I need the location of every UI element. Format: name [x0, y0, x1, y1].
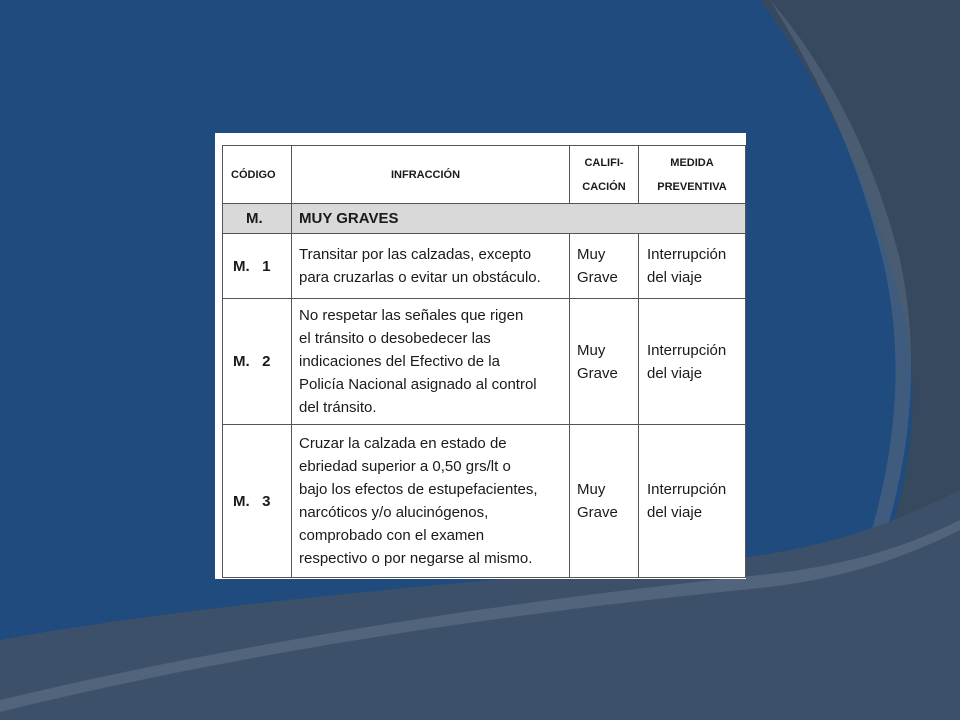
row-code: M. 2 [223, 299, 292, 425]
row-grade [570, 425, 639, 578]
row-infraction [292, 234, 570, 299]
infraction-line: No respetar las señales que rigen [299, 307, 524, 324]
grade-line: Muy [577, 246, 606, 263]
measure-line: Interrupción [647, 481, 727, 498]
header-measure-line1: MEDIDA [670, 156, 714, 169]
infraction-line: Transitar por las calzadas, excepto [299, 246, 532, 263]
measure-line: del viaje [647, 504, 703, 521]
row-grade [570, 299, 639, 425]
header-infraction: INFRACCIÓN [292, 146, 570, 204]
infractions-table [222, 145, 746, 578]
section-code: M. [223, 204, 292, 234]
measure-line: del viaje [647, 364, 703, 382]
header-measure [639, 146, 746, 204]
grade-line: Grave [577, 504, 618, 521]
infraction-line: para cruzarlas o evitar un obstáculo. [299, 269, 541, 286]
infraction-line: ebriedad superior a 0,50 grs/lt o [299, 458, 511, 475]
section-row [223, 204, 746, 234]
table-header-row [223, 146, 746, 204]
infraction-line: respectivo o por negarse al mismo. [299, 550, 533, 567]
table-row [223, 425, 746, 578]
row-grade [570, 234, 639, 299]
measure-line: del viaje [647, 269, 703, 286]
grade-line: Muy [577, 341, 606, 359]
row-measure [639, 425, 746, 578]
table-row [223, 234, 746, 299]
infraction-line: comprobado con el examen [299, 527, 485, 544]
infractions-table-image [215, 133, 746, 579]
row-infraction [292, 425, 570, 578]
header-grade-line1: CALIFI- [584, 156, 624, 169]
row-code: M. 3 [223, 425, 292, 578]
header-measure-line2: PREVENTIVA [657, 180, 727, 193]
infraction-line: bajo los efectos de estupefacientes, [299, 481, 538, 498]
header-code: CÓDIGO [223, 146, 292, 204]
infraction-line: Policía Nacional asignado al control [299, 376, 537, 393]
measure-line: Interrupción [647, 341, 727, 359]
row-code: M. 1 [223, 234, 292, 299]
infraction-line: del tránsito. [299, 399, 377, 416]
row-infraction [292, 299, 570, 425]
grade-line: Grave [577, 364, 618, 382]
table-row [223, 299, 746, 425]
infraction-line: Cruzar la calzada en estado de [299, 435, 507, 452]
grade-line: Muy [577, 481, 606, 498]
row-measure [639, 234, 746, 299]
infraction-line: el tránsito o desobedecer las [299, 330, 491, 347]
infraction-line: indicaciones del Efectivo de la [299, 353, 500, 370]
header-grade-line2: CACIÓN [582, 180, 626, 193]
grade-line: Grave [577, 269, 618, 286]
infraction-line: narcóticos y/o alucinógenos, [299, 504, 489, 521]
measure-line: Interrupción [647, 246, 727, 263]
section-title: MUY GRAVES [292, 204, 746, 234]
row-measure [639, 299, 746, 425]
header-grade [570, 146, 639, 204]
